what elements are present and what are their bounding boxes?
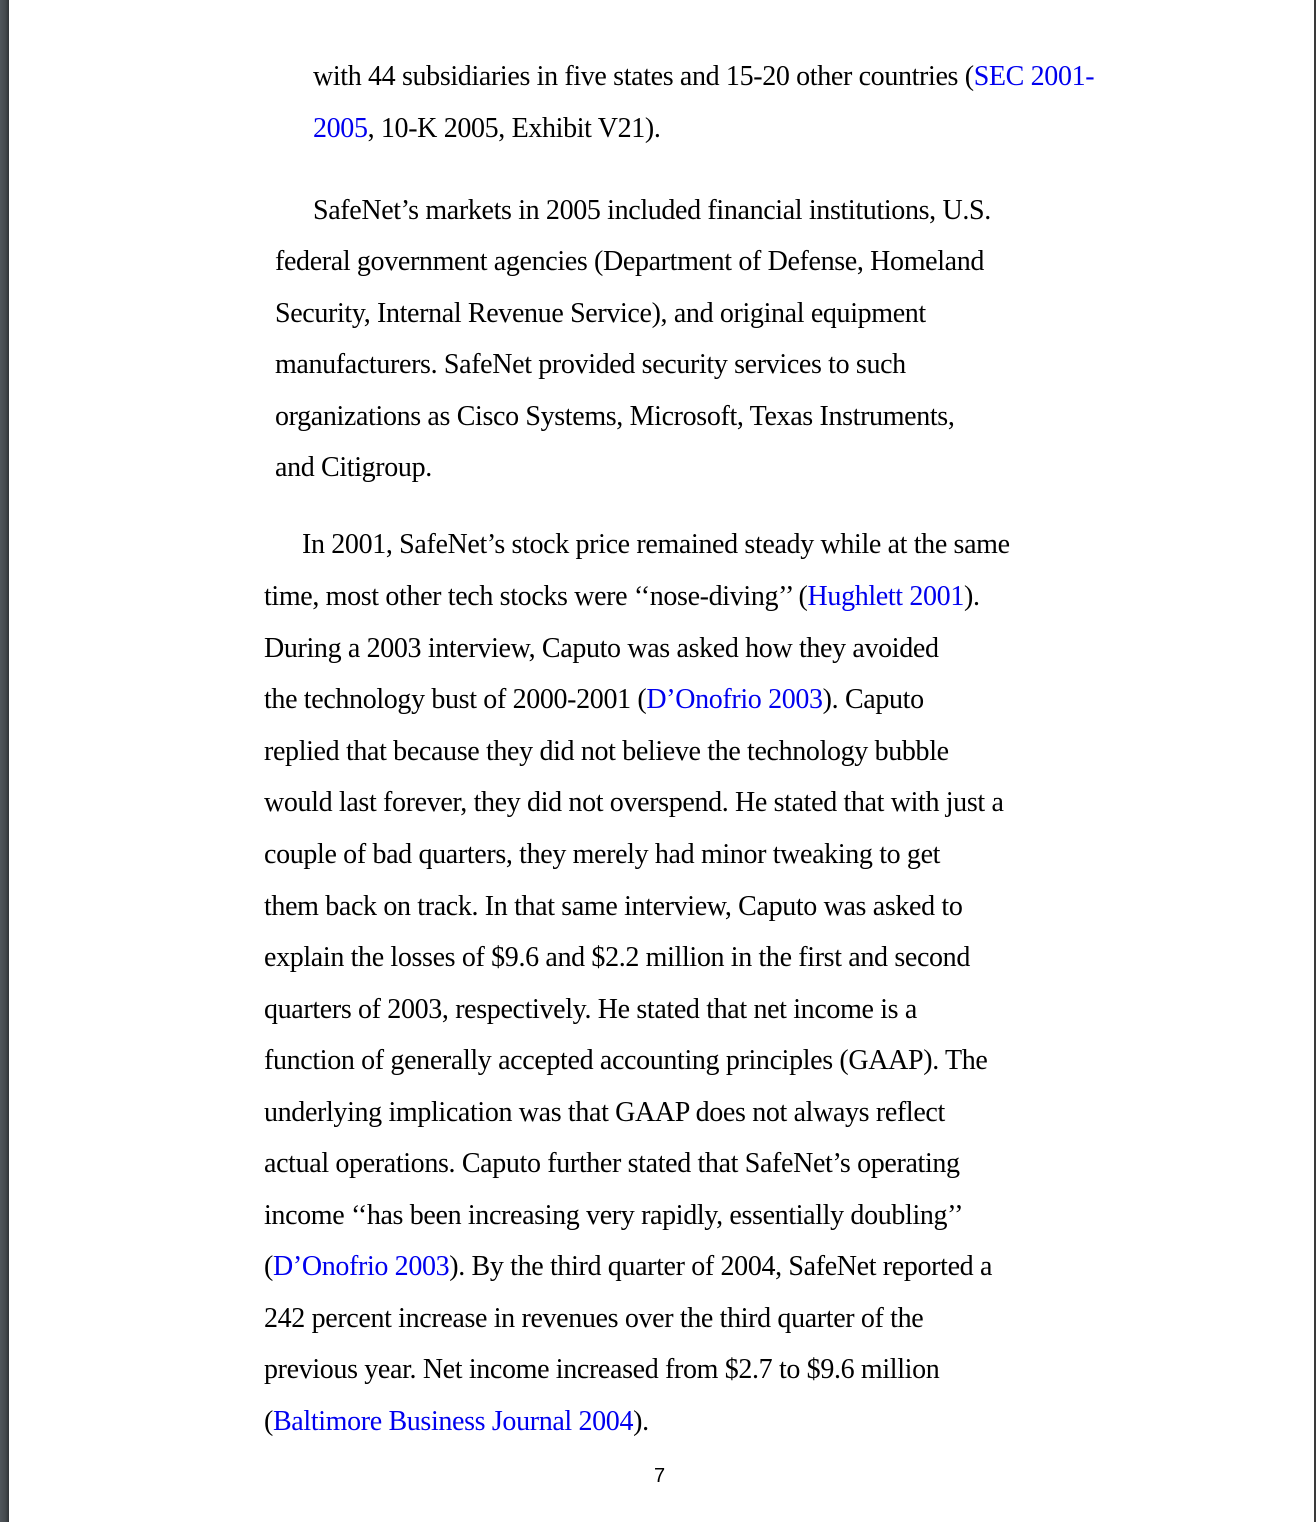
text-line: 2005, 10-K 2005, Exhibit V21). — [313, 113, 661, 144]
text-line: them back on track. In that same interview, Caputo was asked to — [264, 891, 963, 922]
citation-link-sec-cont[interactable]: 2005 — [313, 113, 368, 144]
page-number: 7 — [654, 1465, 666, 1487]
text-line: and Citigroup. — [275, 452, 432, 483]
text-line: previous year. Net income increased from $2.7 to $9.6 million — [264, 1354, 940, 1385]
text-line: federal government agencies (Department of Defense, Homeland — [275, 246, 985, 277]
citation-link-donofrio[interactable]: D’Onofrio 2003 — [646, 684, 823, 715]
text-line: During a 2003 interview, Caputo was asked how they avoided — [264, 633, 939, 664]
text-line: organizations as Cisco Systems, Microsoft, Texas Instruments, — [275, 401, 955, 432]
text-line: SafeNet’s markets in 2005 included financial institutions, U.S. — [313, 195, 991, 226]
text-line: with 44 subsidiaries in five states and 15-20 other countries (SEC 2001- — [313, 61, 1095, 92]
text-line: replied that because they did not believe the technology bubble — [264, 736, 949, 767]
text-line: would last forever, they did not overspend. He stated that with just a — [264, 787, 1004, 818]
viewer-left-edge — [0, 0, 9, 1522]
text-line: 242 percent increase in revenues over the third quarter of the — [264, 1303, 924, 1334]
text-line: underlying implication was that GAAP does not always reflect — [264, 1097, 945, 1128]
citation-link-baltimore[interactable]: Baltimore Business Journal 2004 — [272, 1406, 634, 1437]
text-line: quarters of 2003, respectively. He stated that net income is a — [264, 994, 917, 1025]
text-line: function of generally accepted accounting principles (GAAP). The — [264, 1045, 988, 1076]
text-line: couple of bad quarters, they merely had minor tweaking to get — [264, 839, 941, 870]
citation-link-hughlett[interactable]: Hughlett 2001 — [807, 581, 964, 612]
text-line: actual operations. Caputo further stated that SafeNet’s operating — [264, 1148, 960, 1179]
text-line: (Baltimore Business Journal 2004). — [264, 1406, 649, 1437]
citation-link-donofrio-2[interactable]: D’Onofrio 2003 — [272, 1251, 450, 1282]
text-line: manufacturers. SafeNet provided security services to such — [275, 349, 906, 380]
citation-link-sec[interactable]: SEC 2001- — [973, 61, 1095, 92]
text-line: explain the losses of $9.6 and $2.2 million in the first and second — [264, 942, 970, 973]
text-line: In 2001, SafeNet’s stock price remained steady while at the same — [302, 529, 1010, 560]
text-line: Security, Internal Revenue Service), and original equipment — [275, 298, 926, 329]
text-line: (D’Onofrio 2003). By the third quarter of 2004, SafeNet reported a — [264, 1251, 993, 1282]
text-line: the technology bust of 2000-2001 (D’Onofrio 2003). Caputo — [264, 684, 924, 715]
text-line: income ‘‘has been increasing very rapidly, essentially doubling’’ — [264, 1200, 964, 1231]
text-line: time, most other tech stocks were ‘‘nose-diving’’ (Hughlett 2001). — [264, 581, 980, 612]
